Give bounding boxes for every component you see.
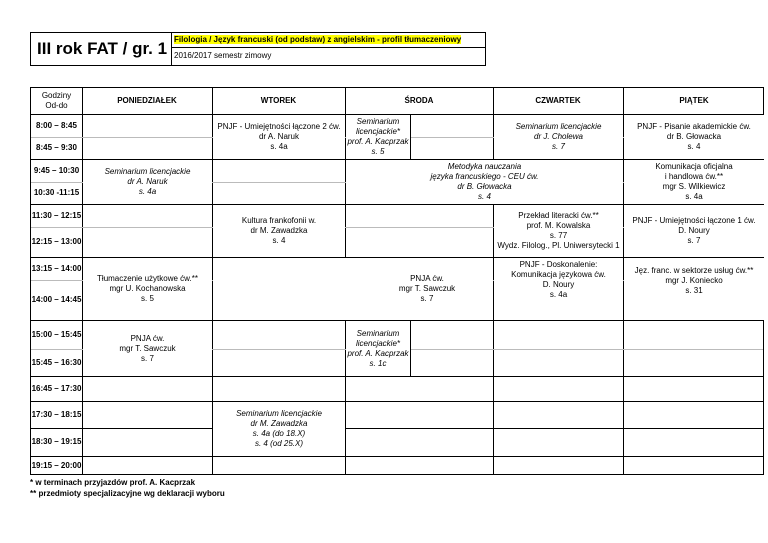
subject-label (172, 32, 486, 48)
class-block-metodyka (346, 160, 623, 204)
class-line: prof. M. Kowalska (526, 221, 591, 230)
class-line: s. 5 (371, 147, 385, 156)
time-slot: 15:45 – 16:30 (31, 357, 82, 367)
time-slot: 11:30 – 12:15 (31, 210, 82, 220)
class-line: s. 7 (420, 294, 434, 303)
class-block-monday-tlumaczenie (83, 258, 212, 320)
class-line: s. 4a (549, 290, 568, 299)
time-slot: 14:00 – 14:45 (31, 295, 82, 304)
class-line: prof. A. Kacprzak (347, 348, 409, 358)
class-line: mgr S. Wilkiewicz (662, 182, 726, 191)
class-line: dr A. Naruk (258, 132, 299, 141)
time-slot: 17:30 – 18:15 (31, 409, 82, 419)
class-line: D. Noury (542, 280, 575, 289)
class-line: s. 7 (141, 353, 154, 363)
class-line: s. 4a (do 18.X) (252, 429, 306, 438)
day-header-monday: PONIEDZIAŁEK (117, 96, 177, 105)
class-line: Seminarium (356, 117, 400, 126)
subject-text: Filologia / Język francuski (od podstaw) z angielskim - profil tłumaczeniowy (174, 35, 462, 44)
class-block-tuesday-kultura (213, 205, 345, 257)
time-slot: 9:45 – 10:30 (33, 165, 80, 175)
time-slot: 10:30 -11:15 (33, 188, 80, 197)
time-slot: 8:45 – 9:30 (36, 143, 77, 152)
time-slot: 15:00 – 15:45 (31, 329, 82, 339)
class-block-thursday-seminar (494, 115, 623, 159)
day-header-tuesday: WTOREK (260, 96, 297, 105)
class-line: Seminarium (356, 328, 400, 338)
class-line: mgr J. Koniecko (665, 276, 723, 285)
class-line: PNJF - Pisanie akademickie ćw. (637, 122, 751, 131)
page-title: III rok FAT / gr. 1 (30, 32, 172, 66)
class-line: PNJA ćw. (410, 274, 444, 283)
class-line: s. 4 (272, 236, 286, 245)
class-block-friday-pisanie (624, 115, 764, 159)
class-block-tuesday-pnjf (213, 115, 345, 159)
class-line: Metodyka nauczania (447, 162, 522, 171)
day-header-wednesday: ŚRODA (404, 96, 434, 105)
hours-header-line: Od-do (45, 101, 68, 110)
class-block-tuesday-seminar (213, 402, 345, 456)
class-line: dr B. Głowacka (457, 182, 512, 191)
class-block-thursday-doskonalenie (494, 258, 623, 320)
footnote: ** przedmioty specjalizacyjne wg deklaracji wyboru (30, 489, 225, 498)
time-slot: 12:15 – 13:00 (31, 237, 82, 246)
class-line: dr M. Zawadzka (250, 419, 308, 428)
class-block-wednesday-seminar-2 (346, 321, 411, 376)
class-line: Wydz. Filolog., Pl. Uniwersytecki 1 (497, 241, 620, 250)
class-line: Jęz. franc. w sektorze usług ćw.** (634, 266, 754, 275)
class-line: s. 4a (270, 142, 288, 151)
row-divider (31, 428, 763, 429)
class-line: s. 4a (138, 187, 157, 196)
class-line: mgr U. Kochanowska (109, 284, 186, 293)
class-line: PNJF - Umiejętności łączone 2 ćw. (217, 122, 341, 131)
class-line: Tłumaczenie użytkowe ćw.** (97, 274, 198, 283)
class-line: s. 5 (141, 294, 154, 303)
time-slot: 19:15 – 20:00 (31, 460, 82, 470)
class-block-pnja (213, 258, 493, 320)
class-line: Kultura frankofonii w. (241, 216, 317, 225)
row-divider (31, 456, 763, 457)
class-line: i handlowa ćw.** (664, 172, 724, 181)
day-header-friday: PIĄTEK (679, 96, 709, 105)
footnote: * w terminach przyjazdów prof. A. Kacprzak (30, 478, 196, 487)
class-line: s. 77 (549, 231, 568, 240)
class-line: PNJF - Umiejętności łączone 1 ćw. (632, 216, 756, 225)
class-line: licencjackie* (355, 338, 401, 348)
class-line: s. 31 (685, 286, 703, 295)
class-line: języka francuskiego - CEU ćw. (430, 172, 539, 181)
time-slot: 18:30 – 19:15 (31, 437, 82, 446)
class-line: licencjackie* (355, 127, 401, 136)
semester-label: 2016/2017 semestr zimowy (172, 48, 486, 66)
class-line: Przekład literacki ćw.** (518, 211, 599, 220)
class-line: PNJF - Doskonalenie: (519, 260, 598, 269)
class-line: Seminarium licencjackie (236, 409, 322, 418)
class-block-friday-pnjf1 (624, 205, 764, 257)
class-line: dr J. Cholewa (534, 132, 583, 141)
class-line: s. 7 (552, 142, 565, 151)
schedule-table (30, 87, 764, 475)
class-block-friday-sektor (624, 258, 764, 320)
class-line: mgr T. Sawczuk (398, 284, 456, 293)
class-line: Seminarium licencjackie (104, 167, 191, 176)
class-line: Komunikacja językowa ćw. (511, 270, 606, 279)
class-line: s. 4 (478, 192, 491, 201)
row-divider (31, 376, 763, 377)
class-line: s. 1c (369, 358, 387, 368)
class-line: D. Noury (678, 226, 710, 235)
class-line: PNJA ćw. (130, 333, 165, 343)
time-slot: 16:45 – 17:30 (31, 383, 82, 393)
class-line: s. 4 (od 25.X) (254, 439, 304, 448)
class-line: dr A. Naruk (127, 177, 168, 186)
class-line: dr B. Głowacka (666, 132, 722, 141)
class-block-wednesday-seminar (346, 115, 411, 159)
class-line: prof. A. Kacprzak (347, 137, 409, 146)
class-block-thursday-przeklad (494, 205, 623, 257)
day-header-thursday: CZWARTEK (535, 96, 581, 105)
class-line: s. 7 (687, 236, 701, 245)
class-block-monday-seminar (83, 160, 212, 204)
class-line: s. 4a (685, 192, 703, 201)
hours-header-line: Godziny (41, 91, 72, 100)
class-block-monday-pnja (83, 321, 212, 376)
class-line: dr M. Zawadzka (250, 226, 308, 235)
row-divider (31, 401, 763, 402)
time-slot: 8:00 – 8:45 (36, 120, 77, 130)
class-block-friday-komunikacja (624, 160, 764, 204)
class-line: Komunikacja oficjalna (655, 162, 733, 171)
class-line: mgr T. Sawczuk (119, 343, 176, 353)
class-line: Seminarium licencjackie (515, 122, 602, 131)
time-slot: 13:15 – 14:00 (31, 263, 82, 273)
hours-header (31, 88, 82, 114)
class-line: s. 4 (687, 142, 701, 151)
